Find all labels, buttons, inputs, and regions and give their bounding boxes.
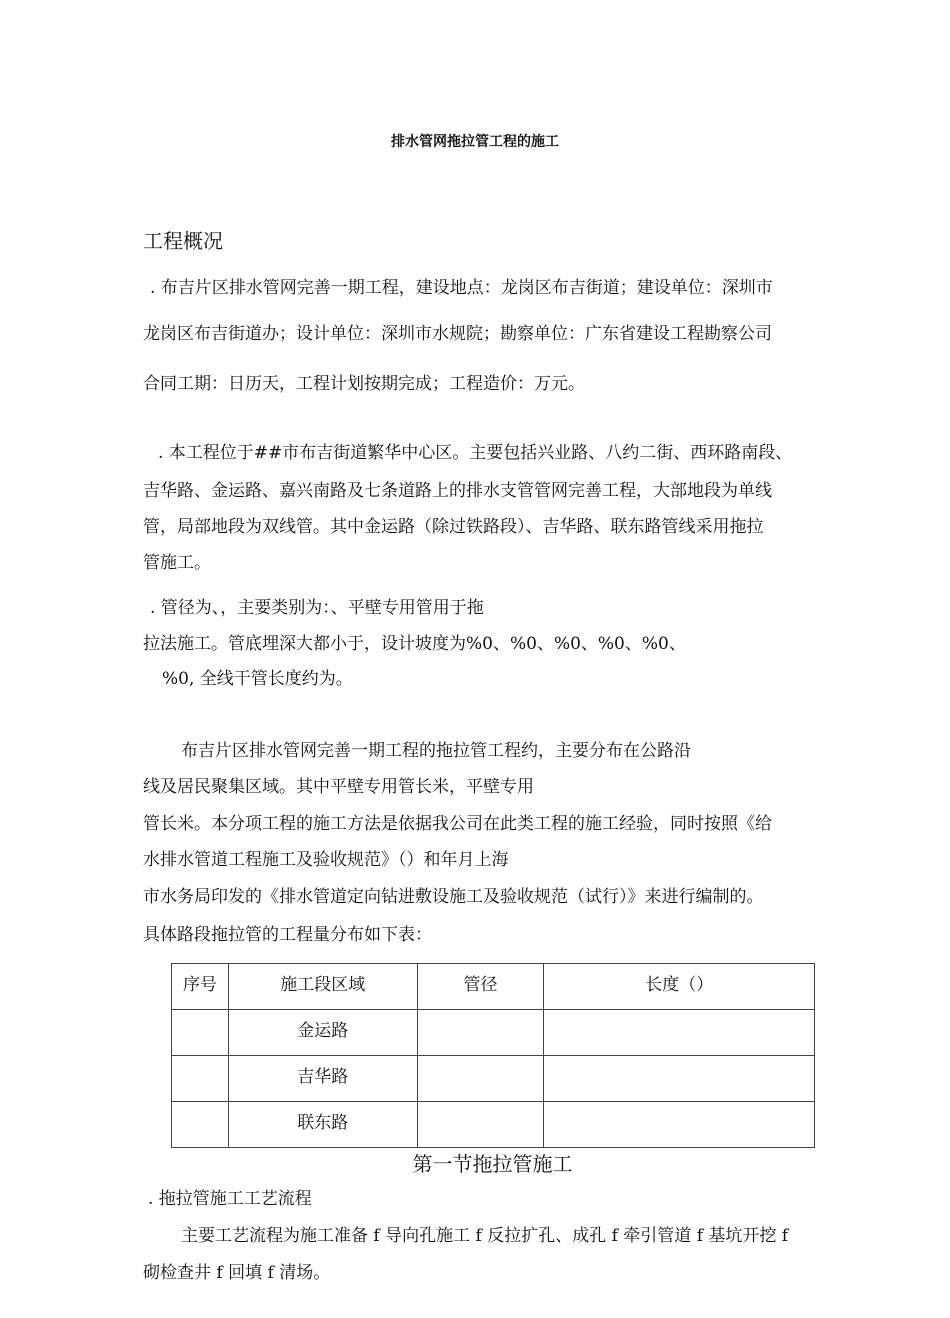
paragraph-line: 主要工艺流程为施工准备 f 导向孔施工 f 反拉扩孔、成孔 f 牵引管道 f 基坑开挖 f bbox=[181, 1226, 789, 1246]
paragraph-line: 市水务局印发的《排水管道定向钻进敷设施工及验收规范（试行）》来进行编制的。 bbox=[143, 887, 764, 907]
paragraph-line: 龙岗区布吉街道办；设计单位：深圳市水规院；勘察单位：广东省建设工程勘察公司 bbox=[143, 324, 772, 344]
quantity-table bbox=[171, 963, 815, 1148]
table-cell: 联东路 bbox=[228, 1102, 417, 1148]
table-cell bbox=[544, 1102, 815, 1148]
table-header-cell: 施工段区域 bbox=[228, 964, 417, 1010]
table-row bbox=[172, 1056, 815, 1102]
overview-heading: 工程概况 bbox=[143, 229, 223, 253]
table-row bbox=[172, 1102, 815, 1148]
table-cell: 金运路 bbox=[228, 1010, 417, 1056]
table-header-row bbox=[172, 964, 815, 1010]
subheading: . 拖拉管施工工艺流程 bbox=[148, 1189, 312, 1209]
table-cell bbox=[172, 1010, 229, 1056]
table-cell bbox=[417, 1010, 544, 1056]
table-cell bbox=[544, 1010, 815, 1056]
paragraph-line: 合同工期：日历天，工程计划按期完成；工程造价：万元。 bbox=[143, 374, 585, 394]
paragraph-line: 线及居民聚集区域。其中平壁专用管长米，平壁专用 bbox=[143, 777, 534, 797]
table-cell: 吉华路 bbox=[228, 1056, 417, 1102]
document-title: 排水管网拖拉管工程的施工 bbox=[391, 134, 559, 150]
paragraph-line: . 布吉片区排水管网完善一期工程，建设地点：龙岗区布吉街道；建设单位：深圳市 bbox=[150, 278, 773, 298]
paragraph-line: 水排水管道工程施工及验收规范》（）和年月上海 bbox=[143, 850, 509, 870]
paragraph-line: 管，局部地段为双线管。其中金运路（除过铁路段）、吉华路、联东路管线采用拖拉 bbox=[143, 517, 764, 537]
table-cell bbox=[417, 1056, 544, 1102]
section-title: 第一节拖拉管施工 bbox=[412, 1152, 573, 1176]
paragraph-line: 具体路段拖拉管的工程量分布如下表： bbox=[143, 925, 432, 945]
paragraph-line: 布吉片区排水管网完善一期工程的拖拉管工程约，主要分布在公路沿 bbox=[181, 741, 691, 761]
paragraph-line: 拉法施工。管底埋深大都小于，设计坡度为%0、%0、%0、%0、%0、 bbox=[143, 634, 686, 654]
table-header-cell: 序号 bbox=[172, 964, 229, 1010]
paragraph-line: . 本工程位于##市布吉街道繁华中心区。主要包括兴业路、八约二街、西环路南段、 bbox=[158, 443, 793, 463]
paragraph-line: 吉华路、金运路、嘉兴南路及七条道路上的排水支管管网完善工程，大部地段为单线 bbox=[143, 481, 772, 501]
table-header-cell: 长度（） bbox=[544, 964, 815, 1010]
table-cell bbox=[172, 1056, 229, 1102]
paragraph-line: %0, 全线干管长度约为。 bbox=[162, 669, 353, 689]
table-row bbox=[172, 1010, 815, 1056]
table-cell bbox=[417, 1102, 544, 1148]
paragraph-line: 管施工。 bbox=[143, 553, 211, 573]
paragraph-line: 砌检查井 f 回填 f 清场。 bbox=[143, 1263, 331, 1283]
table-cell bbox=[544, 1056, 815, 1102]
table-header-cell: 管径 bbox=[417, 964, 544, 1010]
paragraph-line: . 管径为、，主要类别为：、平壁专用管用于拖 bbox=[150, 598, 484, 618]
table-cell bbox=[172, 1102, 229, 1148]
paragraph-line: 管长米。本分项工程的施工方法是依据我公司在此类工程的施工经验，同时按照《给 bbox=[143, 814, 772, 834]
